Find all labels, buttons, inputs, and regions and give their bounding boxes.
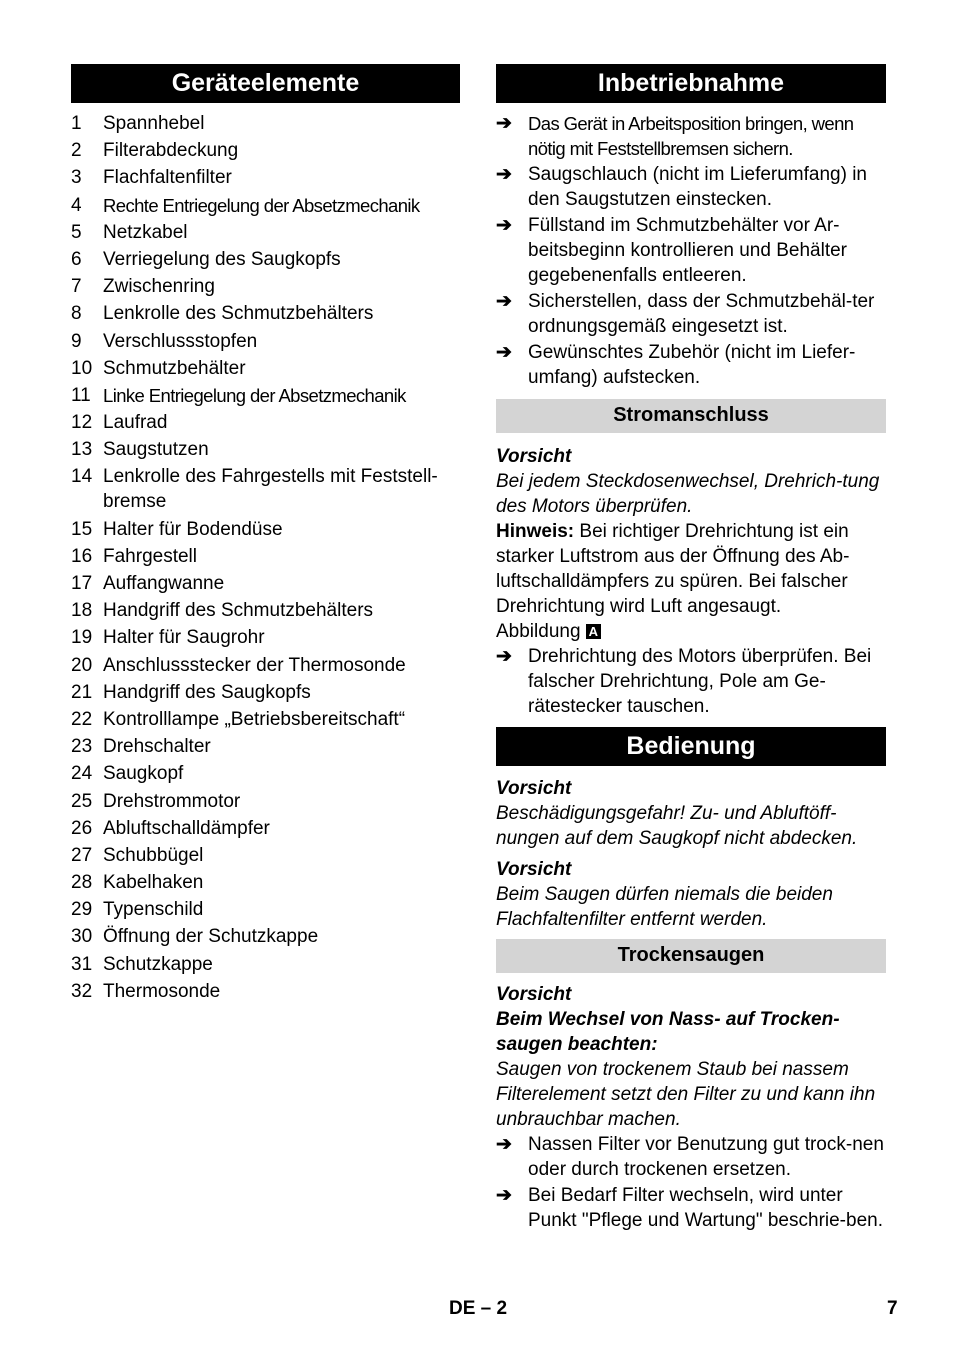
list-item: 28 Kabelhaken: [71, 870, 460, 895]
list-item: 16 Fahrgestell: [71, 544, 460, 569]
list-item-label: Netzkabel: [103, 221, 188, 243]
list-item-label: Kontrolllampe „Betriebsbereitschaft“: [103, 708, 406, 730]
list-item: 14 Lenkrolle des Fahrgestells mit Feststell-bremse: [71, 464, 460, 514]
bedienung-body: [496, 776, 886, 932]
section-title-bedienung: Bedienung: [496, 727, 886, 766]
arrow-list-item: ➔ Füllstand im Schmutzbehälter vor Ar-beitsbeginn kontrollieren und Behälter gegebenenfalls entleeren.: [496, 215, 847, 286]
list-item: 9 Verschlussstopfen: [71, 329, 460, 354]
list-item: 22 Kontrolllampe „Betriebsbereitschaft“: [71, 707, 460, 732]
list-item: 23 Drehschalter: [71, 734, 460, 759]
list-item: 3 Flachfaltenfilter: [71, 165, 460, 190]
list-item: 6 Verriegelung des Saugkopfs: [71, 247, 460, 272]
stromanschluss-body: [496, 444, 886, 719]
caution-heading: Vorsicht: [496, 446, 572, 467]
list-item: 30 Öffnung der Schutzkappe: [71, 924, 460, 949]
list-item: 26 Abluftschalldämpfer: [71, 816, 460, 841]
list-item: 8 Lenkrolle des Schmutzbehälters: [71, 301, 460, 326]
right-column: [496, 64, 886, 1234]
list-item: 25 Drehstrommotor: [71, 789, 460, 814]
list-item: 27 Schubbügel: [71, 843, 460, 868]
list-item: 29 Typenschild: [71, 897, 460, 922]
list-item-label: Halter für Saugrohr: [103, 627, 265, 649]
left-column: [71, 64, 460, 1006]
page-number: 7: [887, 1298, 898, 1319]
component-list: [71, 111, 460, 1004]
list-item-label: Handgriff des Saugkopfs: [103, 681, 311, 703]
caution-heading: Vorsicht: [496, 859, 572, 880]
list-item-label: Saugkopf: [103, 763, 184, 785]
caution-bold-text: Beim Wechsel von Nass- auf Trocken-saugen beachten:: [496, 1009, 840, 1055]
arrow-right-icon: ➔: [496, 342, 512, 363]
arrow-right-icon: ➔: [496, 646, 512, 667]
arrow-right-icon: ➔: [496, 291, 512, 312]
arrow-list-item: ➔ Bei Bedarf Filter wechseln, wird unter Punkt "Pflege und Wartung" beschrie-ben.: [496, 1185, 883, 1231]
arrow-right-icon: ➔: [496, 164, 512, 185]
list-item-label: Flachfaltenfilter: [103, 167, 232, 189]
page-label: DE – 2: [449, 1298, 508, 1319]
list-item: 32 Thermosonde: [71, 979, 460, 1004]
list-item-label: Drehstrommotor: [103, 790, 241, 812]
list-item-label: Zwischenring: [103, 276, 215, 298]
list-item: 7 Zwischenring: [71, 274, 460, 299]
list-item-label: Laufrad: [103, 412, 168, 434]
arrow-list-item: ➔ Das Gerät in Arbeitsposition bringen, wenn nötig mit Feststellbremsen sichern.: [496, 113, 854, 159]
note-paragraph: Hinweis: Bei richtiger Drehrichtung ist ein starker Luftstrom aus der Öffnung des Ab-luftschalldämpfers zu spüren. Bei falscher Drehrichtung wird Luft angesaugt.: [496, 521, 850, 617]
list-item: 1 Spannhebel: [71, 111, 460, 136]
arrow-list-item: ➔ Drehrichtung des Motors überprüfen. Bei falscher Drehrichtung, Pole am Ge-rätestecker tauschen.: [496, 646, 872, 717]
list-item-label: Lenkrolle des Schmutzbehälters: [103, 303, 374, 325]
list-item: 15 Halter für Bodendüse: [71, 517, 460, 542]
list-item: 12 Laufrad: [71, 410, 460, 435]
arrow-right-icon: ➔: [496, 113, 512, 134]
section-title-inbetriebnahme: Inbetriebnahme: [496, 64, 886, 103]
inbetrieb-list: [496, 111, 886, 390]
list-item-label: Linke Entriegelung der Absetzmechanik: [103, 384, 406, 406]
arrow-list-item: ➔ Sicherstellen, dass der Schmutzbehäl-ter ordnungsgemäß eingesetzt ist.: [496, 291, 875, 337]
arrow-list-item: ➔ Nassen Filter vor Benutzung gut trock-nen oder durch trockenen ersetzen.: [496, 1134, 884, 1180]
list-item: 4 Rechte Entriegelung der Absetzmechanik: [71, 193, 460, 218]
list-item: 5 Netzkabel: [71, 220, 460, 245]
list-item: 18 Handgriff des Schmutzbehälters: [71, 598, 460, 623]
arrow-right-icon: ➔: [496, 1134, 512, 1155]
arrow-right-icon: ➔: [496, 1185, 512, 1206]
caution-heading: Vorsicht: [496, 984, 572, 1005]
caution-heading: Vorsicht: [496, 778, 572, 799]
list-item-label: Thermosonde: [103, 980, 221, 1002]
list-item: 20 Anschlussstecker der Thermosonde: [71, 653, 460, 678]
list-item: 2 Filterabdeckung: [71, 138, 460, 163]
section-title-trockensaugen: Trockensaugen: [496, 939, 886, 973]
list-item-label: Drehschalter: [103, 736, 211, 758]
figure-a-icon: A: [586, 624, 601, 639]
list-item-label: Fahrgestell: [103, 545, 197, 567]
list-item-label: Filterabdeckung: [103, 140, 239, 162]
section-title-stromanschluss: Stromanschluss: [496, 399, 886, 433]
list-item: 17 Auffangwanne: [71, 571, 460, 596]
list-item: 13 Saugstutzen: [71, 437, 460, 462]
caution-text: Beim Saugen dürfen niemals die beiden Flachfaltenfilter entfernt werden.: [496, 884, 833, 930]
list-item-label: Halter für Bodendüse: [103, 518, 283, 540]
arrow-right-icon: ➔: [496, 215, 512, 236]
list-item: 11 Linke Entriegelung der Absetzmechanik: [71, 383, 460, 408]
list-item-label: Schutzkappe: [103, 953, 213, 975]
list-item-label: Auffangwanne: [103, 573, 225, 594]
list-item: 21 Handgriff des Saugkopfs: [71, 680, 460, 705]
list-item-label: Öffnung der Schutzkappe: [103, 926, 319, 948]
caution-text: Beschädigungsgefahr! Zu- und Abluftöff-nungen auf dem Saugkopf nicht abdecken.: [496, 803, 858, 849]
list-item-label: Spannhebel: [103, 113, 205, 134]
arrow-list-item: ➔ Gewünschtes Zubehör (nicht im Liefer-umfang) aufstecken.: [496, 342, 856, 388]
caution-text: Bei jedem Steckdosenwechsel, Drehrich-tung des Motors überprüfen.: [496, 471, 880, 517]
list-item-label: Handgriff des Schmutzbehälters: [103, 600, 374, 622]
arrow-list-item: ➔ Saugschlauch (nicht im Lieferumfang) in den Saugstutzen einstecken.: [496, 164, 868, 210]
list-item-label: Typenschild: [103, 899, 204, 921]
list-item-label: Schubbügel: [103, 844, 204, 866]
note-label: Hinweis:: [496, 521, 575, 542]
list-item-label: Abluftschalldämpfer: [103, 817, 270, 839]
list-item-label: Kabelhaken: [103, 872, 204, 894]
list-item-label: Rechte Entriegelung der Absetzmechanik: [103, 194, 420, 216]
list-item-label: Verschlussstopfen: [103, 330, 258, 352]
list-item-label: Schmutzbehälter: [103, 357, 246, 379]
list-item: 24 Saugkopf: [71, 761, 460, 786]
figure-reference: Abbildung A: [496, 619, 886, 644]
caution-text: Saugen von trockenem Staub bei nassem Filterelement setzt den Filter zu und kann ihn unbrauchbar machen.: [496, 1059, 876, 1130]
list-item: 19 Halter für Saugrohr: [71, 625, 460, 650]
list-item-label: Lenkrolle des Fahrgestells mit Feststell-bremse: [103, 466, 438, 513]
list-item-label: Verriegelung des Saugkopfs: [103, 248, 341, 270]
list-item-label: Saugstutzen: [103, 439, 209, 461]
section-title-geraeteelemente: Geräteelemente: [71, 64, 460, 103]
list-item-label: Anschlussstecker der Thermosonde: [103, 654, 406, 676]
trockensaugen-body: [496, 982, 886, 1233]
list-item: 10 Schmutzbehälter: [71, 356, 460, 381]
list-item: 31 Schutzkappe: [71, 952, 460, 977]
